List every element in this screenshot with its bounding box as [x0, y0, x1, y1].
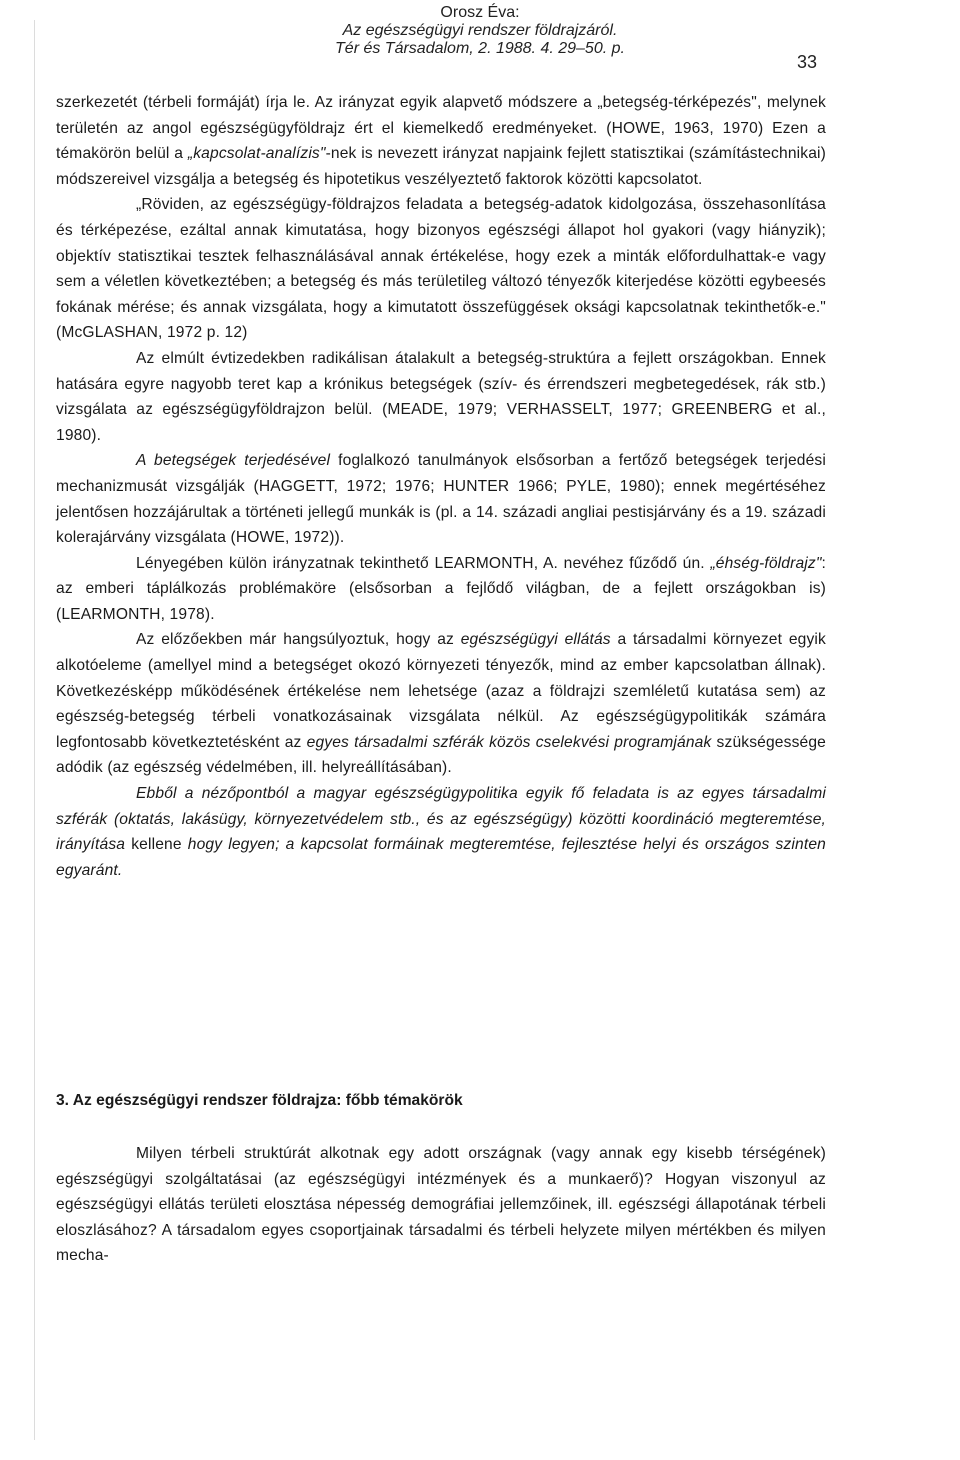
text-run: foglalkozó tanulmányok elsősorban a fertőző betegségek terjedési mechanizmusát vizsgálják (HAGGETT, 1972; 1976; HUNTER 1966; PYLE, 1980); ennek megértéséhez jelentősen hozzájárultak a történeti jellegű munkák is (pl. a 14. századi angliai pestisjárvány és a 19. századi kolerajárvány vizsgálata (HOWE, 1972)). — [56, 452, 826, 547]
citation-header — [0, 4, 960, 58]
section-heading: 3. Az egészségügyi rendszer földrajza: főbb témakörök — [56, 1092, 463, 1109]
paragraph — [56, 90, 826, 192]
section-paragraph: Milyen térbeli struktúrát alkotnak egy adott országnak (vagy annak egy kisebb térségének) egészségügyi szolgáltatásai (az egészségügyi intézmények és a munkaerő)? Hogyan viszonyul az egészségügyi ellátás területi elosztása népesség demográfiai jellemzőinek, ill. egészségi állapotának térbeli eloszlásához? A társadalom egyes csoportjainak társadalmi és térbeli helyzete milyen mértékben és milyen mecha- — [56, 1145, 826, 1265]
paragraph — [56, 781, 826, 883]
italic-text-run: Ebből a nézőpontból a magyar egészségügypolitika egyik fő feladata is az egyes társadalmi szférák (oktatás, lakásügy, környezetvédelem stb., és az egészségügy) közötti koordináció megteremtése, irányítása — [56, 785, 826, 854]
italic-text-run: egészségügyi ellátás — [460, 631, 611, 649]
italic-text-run: „kapcsolat-analízis" — [187, 145, 326, 163]
paragraph — [56, 192, 826, 346]
header-title: Az egészségügyi rendszer földrajzáról. — [342, 22, 618, 39]
text-run: : az emberi táplálkozás problémaköre (elsősorban a fejlődő világban, de a fejlett országokban is) (LEARMONTH, 1978). — [56, 554, 826, 623]
italic-text-run: hogy legyen; a kapcsolat formáinak megteremtése, fejlesztése helyi és országos szinten egyaránt. — [56, 836, 826, 879]
italic-text-run: A betegségek terjedésével — [136, 452, 331, 470]
body-text — [56, 90, 826, 883]
header-author: Orosz Éva: — [440, 4, 520, 21]
italic-text-run: egyes társadalmi szférák közös cselekvési programjának — [306, 733, 712, 751]
paragraph — [56, 448, 826, 550]
text-run: kellene — [125, 836, 188, 854]
paragraph — [56, 551, 826, 628]
text-run: „Röviden, az egészségügy-földrajzos feladata a betegség-adatok kidolgozása, összehasonlítása és térképezése, ezáltal annak kimutatása, hogy bizonyos egészségi állapot hol gyakori (vagy hiányzik); objektív statisztikai tesztek felhasználásával annak értékelése, hogy ezek a minták előfordulhattak-e vagy sem a véletlen következtében; a betegség és más területileg változó tényezők kiterjedése közötti egybeesés fokának mérése; és annak vizsgálata, hogy a kimutatott összefüggések oksági kapcsolatnak tekinthetők-e." (McGLASHAN, 1972 p. 12) — [56, 196, 826, 342]
header-source: Tér és Társadalom, 2. 1988. 4. 29–50. p. — [335, 40, 625, 57]
text-run: szükségessége adódik (az egészség védelmében, ill. helyreállításában). — [56, 733, 826, 777]
text-run: szerkezetét (térbeli formáját) írja le. Az irányzat egyik alapvető módszere a „betegség-térképezés", melynek területén az angol egészségügyföldrajz ért el kiemelkedő eredményeket. (HOWE, 1963, 1970) Ezen a témakörön belül a — [56, 94, 826, 163]
text-run: Lényegében külön irányzatnak tekinthető LEARMONTH, A. nevéhez fűződő ún. — [136, 554, 711, 572]
text-run: Az előzőekben már hangsúlyoztuk, hogy az — [136, 631, 461, 649]
italic-text-run: „éhség-földrajz" — [710, 554, 822, 572]
page-margin-line — [34, 20, 35, 1440]
text-run: a társadalmi környezet egyik alkotóeleme (amellyel mind a betegséget okozó környezeti tényezők, mind az ember kapcsolatban állnak). Következésképp működésének értékelése nem lehetsége (azaz a földrajzi szemléletű kutatása sem) az egészség-betegség térbeli vonatkozásainak vizsgálata nélkül. Az egészségügypolitikák számára legfontosabb következtetésként az — [56, 631, 826, 751]
paragraph — [56, 627, 826, 781]
text-run: -nek is nevezett irányzat napjaink fejlett statisztikai (számítástechnikai) módszereivel vizsgálja a betegség és hipotetikus veszélyeztető faktorok közötti kapcsolatot. — [56, 145, 826, 188]
paragraph — [56, 346, 826, 448]
section-body — [56, 1141, 826, 1269]
text-run: Az elmúlt évtizedekben radikálisan átalakult a betegség-struktúra a fejlett országokban. Ennek hatására egyre nagyobb teret kap a krónikus betegségek (szív- és érrendszeri megbetegedések, rák stb.) vizsgálata az egészségügyföldrajzon belül. (MEADE, 1979; VERHASSELT, 1977; GREENBERG et al., 1980). — [56, 349, 826, 444]
page-number: 33 — [797, 52, 818, 72]
